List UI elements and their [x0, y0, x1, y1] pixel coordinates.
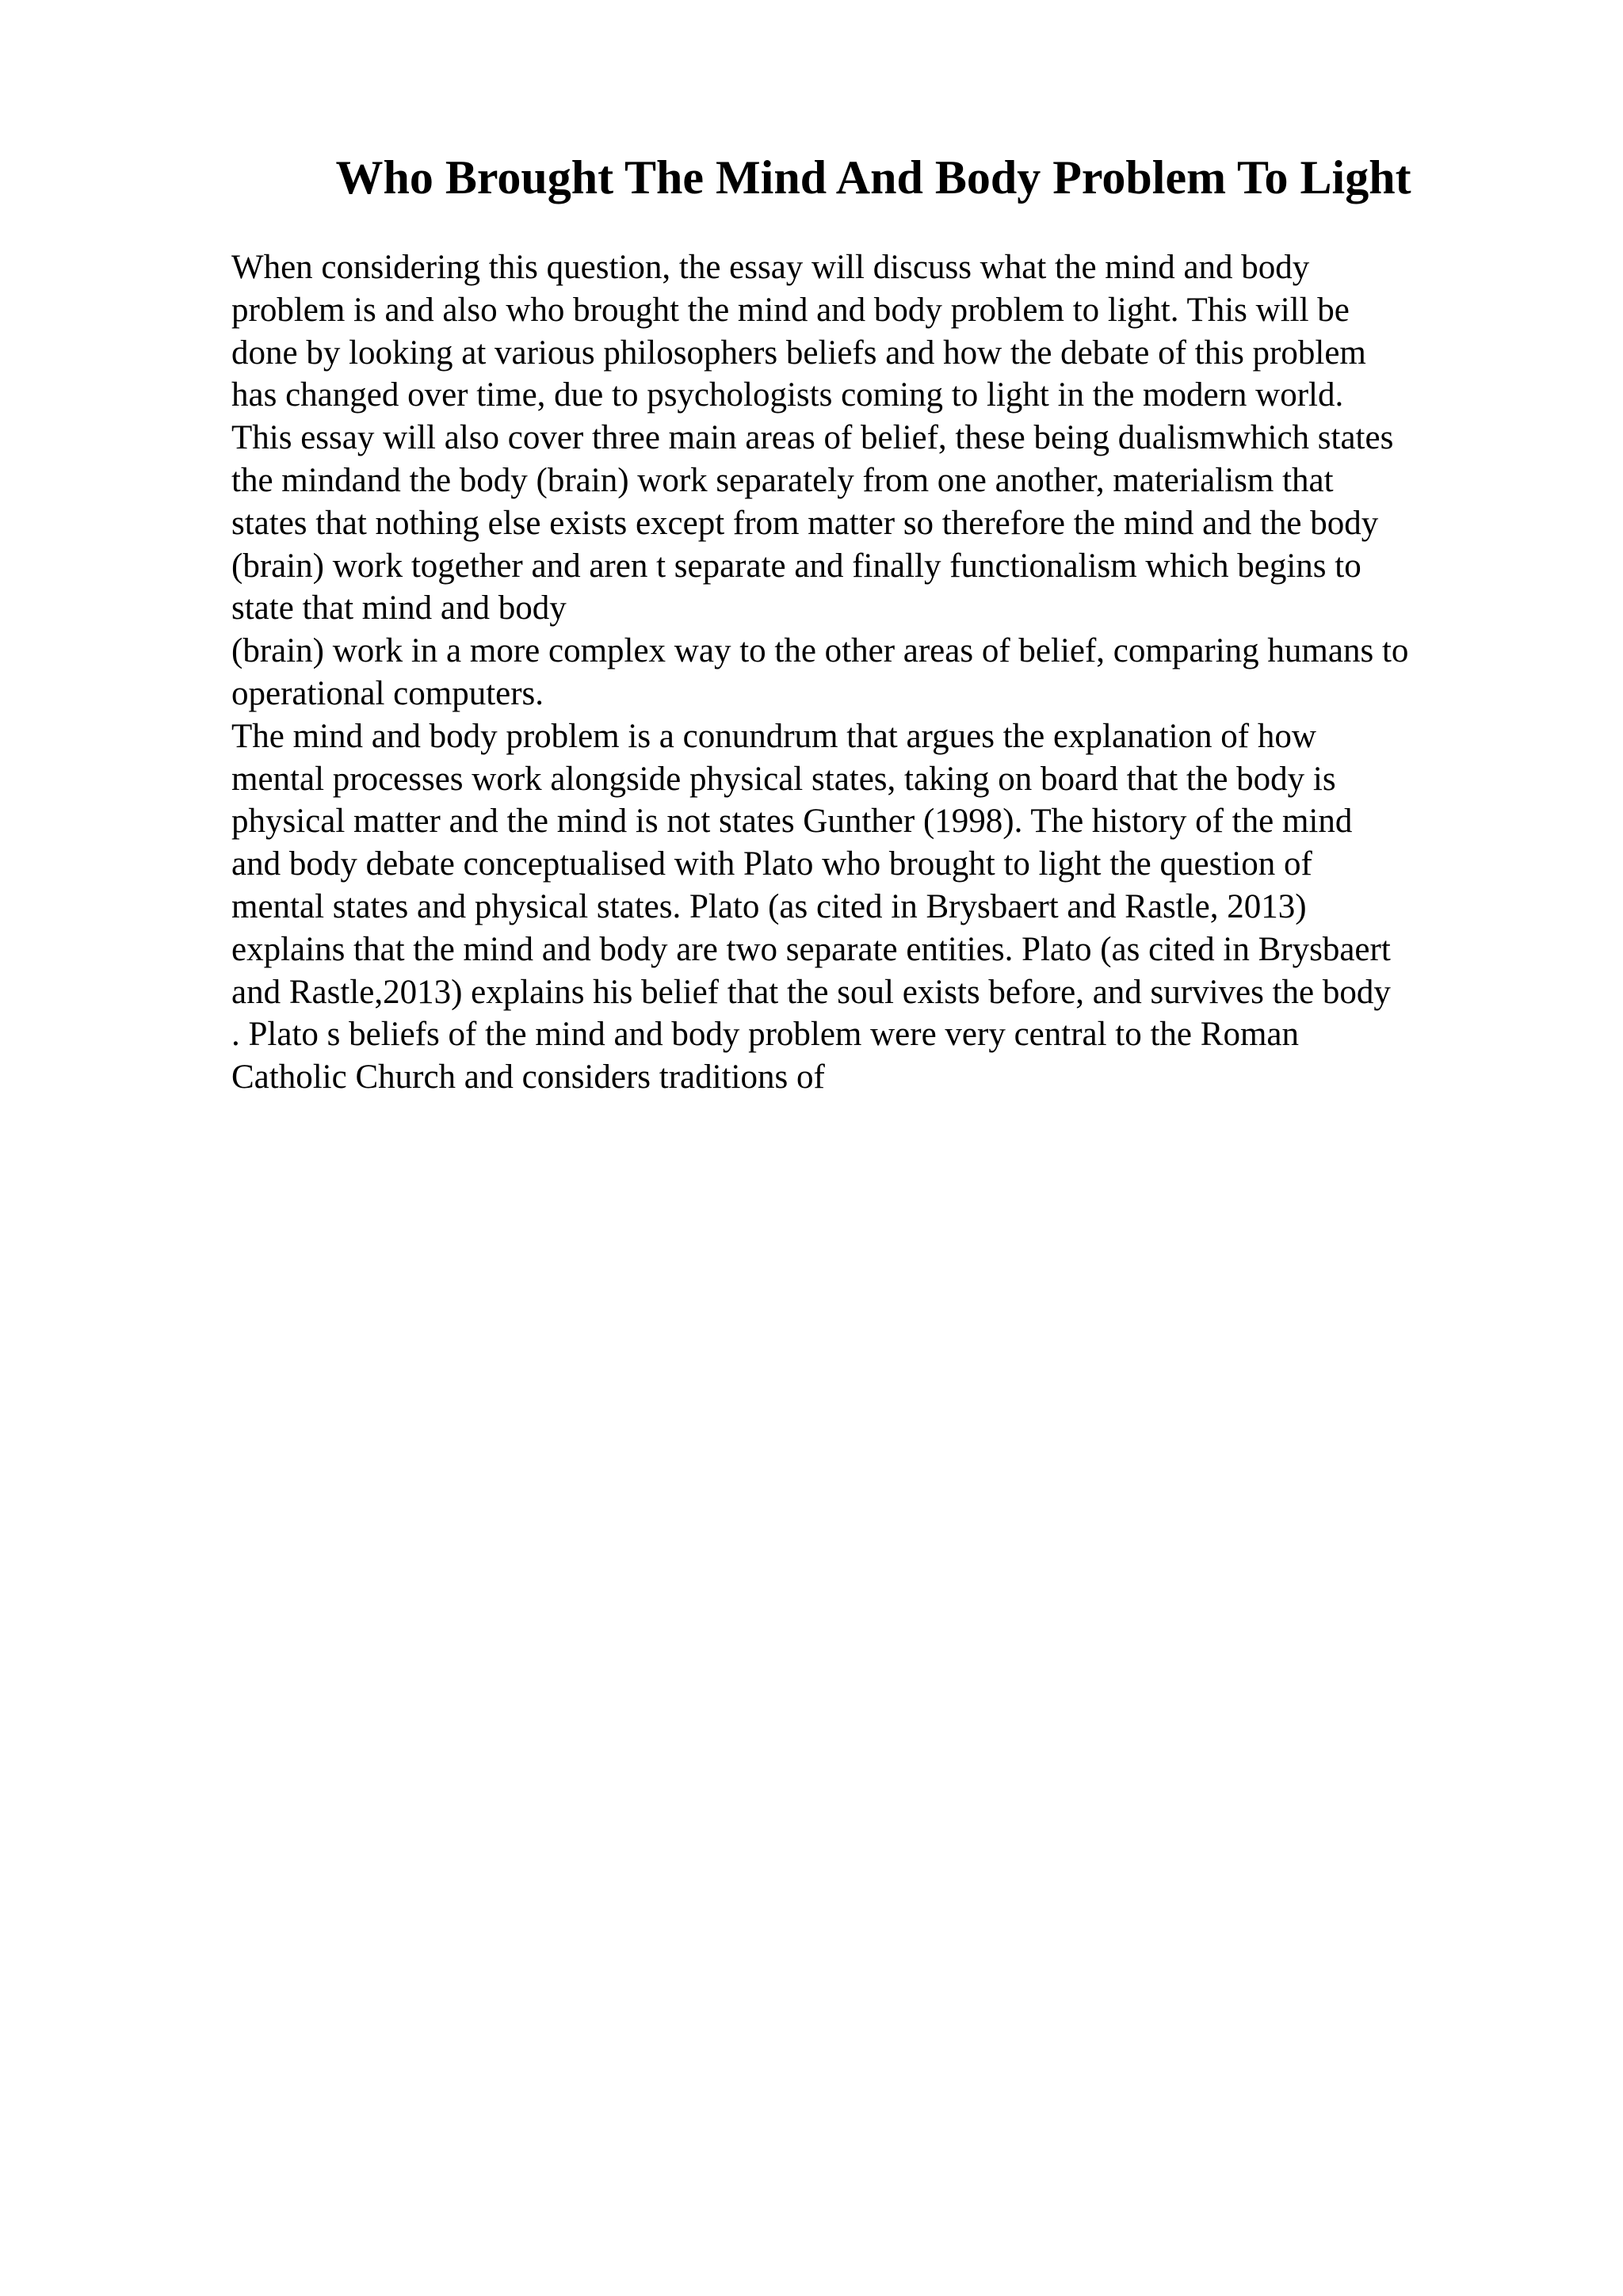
- text-line: mental processes work alongside physical states, taking on board that the body is: [231, 760, 1336, 798]
- text-line: . Plato s beliefs of the mind and body problem were very central to the Roman: [231, 1016, 1299, 1054]
- text-line: states that nothing else exists except from matter so therefore the mind and the body: [231, 504, 1379, 542]
- text-line: (brain) work in a more complex way to the other areas of belief, comparing humans to: [231, 632, 1409, 670]
- text-line: explains that the mind and body are two separate entities. Plato (as cited in Brysbaert: [231, 930, 1391, 968]
- text-line: (brain) work together and aren t separate and finally functionalism which begins to: [231, 547, 1361, 585]
- text-line: and Rastle,2013) explains his belief that the soul exists before, and survives the body: [231, 973, 1391, 1011]
- text-line: has changed over time, due to psychologists coming to light in the modern world.: [231, 376, 1344, 414]
- text-line: Catholic Church and considers traditions of: [231, 1058, 825, 1097]
- page-title: Who Brought The Mind And Body Problem To Light: [335, 151, 1411, 204]
- text-line: mental states and physical states. Plato (as cited in Brysbaert and Rastle, 2013): [231, 887, 1307, 925]
- text-line: state that mind and body: [231, 589, 567, 627]
- text-line: When considering this question, the essay will discuss what the mind and body: [231, 249, 1310, 286]
- text-line: The mind and body problem is a conundrum that argues the explanation of how: [231, 717, 1316, 755]
- essay-body: [231, 246, 1515, 1099]
- text-line: the mindand the body (brain) work separately from one another, materialism that: [231, 461, 1334, 499]
- text-line: problem is and also who brought the mind and body problem to light. This will be: [231, 291, 1350, 329]
- text-line: This essay will also cover three main areas of belief, these being dualismwhich states: [231, 419, 1394, 457]
- text-line: operational computers.: [231, 674, 544, 712]
- text-line: and body debate conceptualised with Plato who brought to light the question of: [231, 845, 1312, 883]
- text-line: physical matter and the mind is not states Gunther (1998). The history of the mind: [231, 803, 1353, 841]
- text-line: done by looking at various philosophers beliefs and how the debate of this problem: [231, 334, 1366, 372]
